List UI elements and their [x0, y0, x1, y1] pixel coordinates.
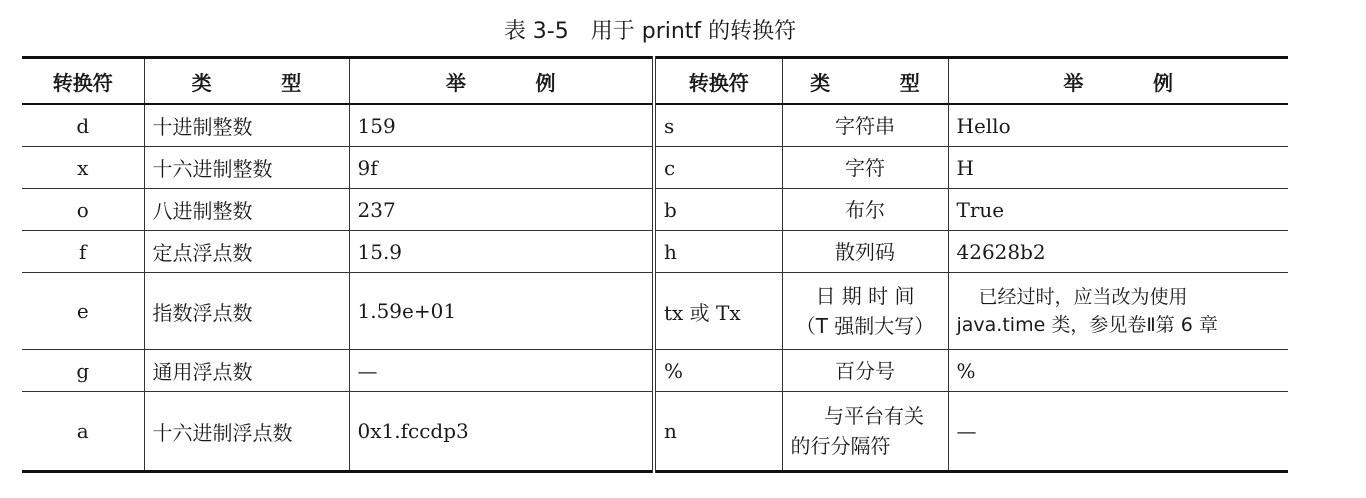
cell-type: 八进制整数 [144, 189, 349, 231]
cell-code: g [22, 350, 144, 392]
cell-code: b [654, 189, 782, 231]
cell-example: 159 [349, 104, 654, 147]
cell-example: 9f [349, 147, 654, 189]
cell-example: H [948, 147, 1288, 189]
cell-example-line: java.time 类，参见卷Ⅱ第 6 章 [956, 314, 1218, 336]
cell-code: e [22, 273, 144, 350]
cell-code: c [654, 147, 782, 189]
header-code: 转换符 [22, 58, 144, 105]
cell-type: 字符串 [782, 104, 948, 147]
cell-type: 百分号 [782, 350, 948, 392]
cell-type: 通用浮点数 [144, 350, 349, 392]
cell-example [948, 273, 1288, 350]
cell-example-line: 已经过时，应当改为使用 [978, 285, 1188, 308]
cell-type [782, 392, 948, 472]
table-row [22, 231, 1288, 273]
cell-type: 散列码 [782, 231, 948, 273]
cell-type: 布尔 [782, 189, 948, 231]
header-row [22, 58, 1288, 105]
table-row [22, 273, 1288, 350]
cell-code: % [654, 350, 782, 392]
cell-code: d [22, 104, 144, 147]
cell-example: Hello [948, 104, 1288, 147]
cell-type: 定点浮点数 [144, 231, 349, 273]
cell-code: o [22, 189, 144, 231]
table-row [22, 147, 1288, 189]
cell-example: — [948, 392, 1288, 472]
cell-example: % [948, 350, 1288, 392]
header-example: 举 例 [948, 58, 1288, 105]
header-example: 举 例 [349, 58, 654, 105]
table-row [22, 189, 1288, 231]
cell-example: — [349, 350, 654, 392]
table-row [22, 392, 1288, 472]
table-number: 表 3-5 [503, 19, 569, 44]
cell-type: 指数浮点数 [144, 273, 349, 350]
cell-code: a [22, 392, 144, 472]
cell-type: 十六进制浮点数 [144, 392, 349, 472]
cell-type: 十六进制整数 [144, 147, 349, 189]
header-code: 转换符 [654, 58, 782, 105]
cell-code: s [654, 104, 782, 147]
cell-code: tx 或 Tx [654, 273, 782, 350]
header-type: 类 型 [144, 58, 349, 105]
cell-example: 0x1.fccdp3 [349, 392, 654, 472]
header-type: 类 型 [782, 58, 948, 105]
conversion-table [22, 56, 1288, 473]
table-row [22, 104, 1288, 147]
cell-example: 1.59e+01 [349, 273, 654, 350]
cell-example: True [948, 189, 1288, 231]
cell-example: 15.9 [349, 231, 654, 273]
table-title: 用于 printf 的转换符 [590, 19, 797, 44]
cell-type: 字符 [782, 147, 948, 189]
table-caption [0, 14, 1300, 45]
cell-type: 十进制整数 [144, 104, 349, 147]
cell-type-line: 的行分隔符 [790, 434, 891, 458]
cell-type [782, 273, 948, 350]
cell-type-line: （T 强制大写） [795, 314, 935, 338]
cell-code: n [654, 392, 782, 472]
cell-example: 42628b2 [948, 231, 1288, 273]
cell-type-line: 日 期 时 间 [815, 284, 915, 308]
cell-code: f [22, 231, 144, 273]
table-row [22, 350, 1288, 392]
cell-code: h [654, 231, 782, 273]
cell-example: 237 [349, 189, 654, 231]
cell-type-line: 与平台有关 [824, 404, 924, 428]
cell-code: x [22, 147, 144, 189]
